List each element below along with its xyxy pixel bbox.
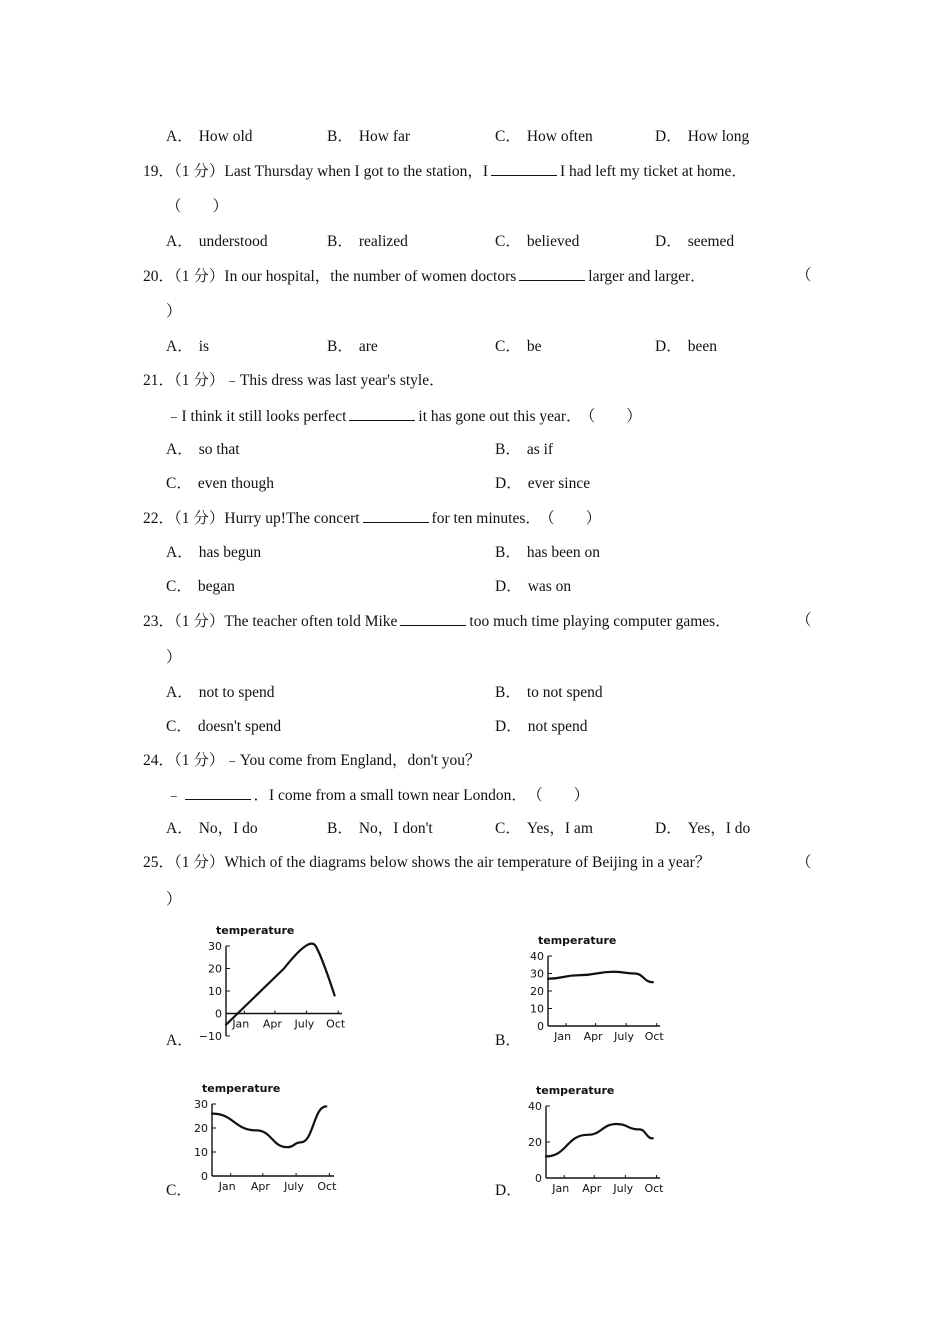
option-letter: D． bbox=[495, 718, 522, 735]
x-tick-label: Apr bbox=[582, 1182, 602, 1195]
option-letter: D． bbox=[655, 820, 682, 837]
q24-stem bbox=[143, 751, 481, 771]
option-text: ever since bbox=[527, 475, 591, 492]
answer-blank[interactable] bbox=[400, 611, 466, 626]
option-text: No，I don't bbox=[358, 820, 433, 837]
q21-option-a[interactable] bbox=[166, 440, 240, 460]
stem-text: for ten minutes． bbox=[431, 510, 541, 527]
q19-option-b[interactable] bbox=[327, 232, 408, 252]
question-number: 22． bbox=[143, 510, 175, 527]
chart-c[interactable] bbox=[192, 1076, 342, 1198]
option-text: be bbox=[526, 338, 542, 355]
y-tick-label: 40 bbox=[528, 1100, 542, 1113]
chart-title: temperature bbox=[536, 1084, 615, 1097]
q23-option-b[interactable] bbox=[495, 683, 603, 703]
option-text: has been on bbox=[526, 544, 601, 561]
x-tick-label: July bbox=[284, 1180, 304, 1193]
series-line bbox=[546, 1124, 653, 1156]
x-tick-label: Apr bbox=[262, 1017, 282, 1031]
q25-paren-open[interactable]: （ bbox=[796, 854, 812, 871]
y-tick-label: 0 bbox=[537, 1020, 544, 1033]
q23-option-a[interactable] bbox=[166, 683, 274, 703]
q19-answer-paren[interactable]: （ ） bbox=[166, 198, 229, 215]
q18-option-c[interactable] bbox=[495, 127, 593, 147]
option-letter: C． bbox=[495, 128, 521, 145]
option-text: realized bbox=[358, 233, 408, 250]
stem-text: ﹣You come from England，don't you？ bbox=[224, 752, 481, 769]
answer-blank[interactable] bbox=[491, 161, 557, 176]
q24-stem-line2 bbox=[166, 785, 589, 806]
x-tick-label: Oct bbox=[317, 1180, 337, 1193]
option-text: has begun bbox=[198, 544, 262, 561]
option-letter: D． bbox=[495, 578, 522, 595]
option-text: How long bbox=[687, 128, 750, 145]
q22-option-a[interactable] bbox=[166, 543, 261, 563]
option-letter: D． bbox=[655, 233, 682, 250]
series-line bbox=[212, 1106, 326, 1147]
q19-option-c[interactable] bbox=[495, 232, 579, 252]
stem-text: I had left my ticket at home． bbox=[560, 163, 747, 180]
option-letter: B． bbox=[495, 544, 521, 561]
q20-option-a[interactable] bbox=[166, 337, 209, 357]
question-score: （1 分） bbox=[174, 510, 225, 527]
question-number: 21． bbox=[143, 372, 175, 389]
y-tick-label: 40 bbox=[530, 950, 544, 963]
chart-b[interactable] bbox=[522, 930, 672, 1050]
chart-title: temperature bbox=[216, 924, 295, 937]
option-letter: A． bbox=[166, 820, 193, 837]
y-tick-label: 20 bbox=[194, 1122, 208, 1135]
stem-text: The teacher often told Mike bbox=[224, 613, 398, 630]
option-letter: A． bbox=[166, 233, 193, 250]
option-text: began bbox=[197, 578, 235, 595]
option-letter: D． bbox=[655, 128, 682, 145]
question-number: 25． bbox=[143, 854, 175, 871]
option-text: even though bbox=[197, 475, 275, 492]
option-text: Yes，I do bbox=[687, 820, 751, 837]
stem-text: larger and larger． bbox=[588, 268, 706, 285]
option-letter: B． bbox=[495, 441, 521, 458]
answer-blank[interactable] bbox=[349, 406, 415, 421]
stem-text: ﹣ bbox=[166, 787, 182, 804]
option-text: been bbox=[687, 338, 717, 355]
q20-stem bbox=[143, 266, 706, 287]
x-tick-label: Apr bbox=[250, 1180, 270, 1193]
x-tick-label: Apr bbox=[583, 1030, 603, 1043]
stem-text: ．I come from a small town near London． bbox=[253, 787, 527, 804]
q22-stem bbox=[143, 508, 601, 529]
q23-option-c[interactable] bbox=[166, 717, 281, 737]
question-score: （1 分） bbox=[174, 854, 225, 871]
option-text: so that bbox=[198, 441, 240, 458]
q24-option-d[interactable] bbox=[655, 819, 750, 839]
x-tick-label: Oct bbox=[644, 1182, 664, 1195]
chart-d[interactable] bbox=[522, 1078, 672, 1200]
option-letter: C． bbox=[495, 233, 521, 250]
x-tick-label: Oct bbox=[326, 1017, 346, 1031]
x-tick-label: Oct bbox=[644, 1030, 664, 1043]
question-number: 20． bbox=[143, 268, 175, 285]
option-letter: A． bbox=[166, 441, 193, 458]
q20-paren-close[interactable]: ） bbox=[166, 303, 182, 320]
q20-option-d[interactable] bbox=[655, 337, 717, 357]
q19-option-a[interactable] bbox=[166, 232, 268, 252]
option-letter: C． bbox=[166, 718, 192, 735]
q21-stem-line2 bbox=[166, 406, 642, 427]
question-score: （1 分） bbox=[174, 613, 225, 630]
q19-stem bbox=[143, 161, 747, 182]
y-tick-label: 10 bbox=[208, 985, 222, 998]
q25-option-c-label[interactable]: C． bbox=[166, 1182, 192, 1199]
y-tick-label: 10 bbox=[194, 1146, 208, 1159]
option-letter: C． bbox=[495, 338, 521, 355]
option-letter: A． bbox=[166, 128, 193, 145]
question-score: （1 分） bbox=[174, 372, 225, 389]
option-letter: B． bbox=[327, 338, 353, 355]
question-number: 19． bbox=[143, 163, 175, 180]
option-letter: B． bbox=[327, 128, 353, 145]
option-text: not spend bbox=[527, 718, 588, 735]
question-number: 24． bbox=[143, 752, 175, 769]
q18-option-b[interactable] bbox=[327, 127, 410, 147]
q23-paren-close[interactable]: ） bbox=[166, 649, 182, 666]
x-tick-label: July bbox=[294, 1017, 315, 1031]
option-text: understood bbox=[198, 233, 268, 250]
q18-option-d[interactable] bbox=[655, 127, 749, 147]
series-line bbox=[226, 944, 335, 1025]
y-tick-label: 30 bbox=[194, 1098, 208, 1111]
q21-option-c[interactable] bbox=[166, 474, 274, 494]
chart-title: temperature bbox=[202, 1082, 281, 1095]
x-tick-label: Jan bbox=[218, 1180, 236, 1193]
stem-text: Last Thursday when I got to the station，I bbox=[224, 163, 489, 180]
x-tick-label: Jan bbox=[552, 1182, 570, 1195]
option-text: How old bbox=[198, 128, 253, 145]
y-tick-label: 20 bbox=[208, 962, 222, 976]
y-tick-label: 20 bbox=[528, 1136, 542, 1149]
y-tick-label: 20 bbox=[530, 985, 544, 998]
q24-option-a[interactable] bbox=[166, 819, 258, 839]
q25-stem bbox=[143, 853, 710, 873]
stem-text: Hurry up!The concert bbox=[224, 510, 360, 527]
q25-option-d-label[interactable]: D． bbox=[495, 1182, 522, 1199]
chart-svg bbox=[192, 1076, 342, 1198]
q20-paren-open[interactable]: （ bbox=[796, 267, 812, 284]
y-tick-label: 0 bbox=[201, 1170, 208, 1183]
option-text: was on bbox=[527, 578, 572, 595]
x-tick-label: July bbox=[614, 1030, 634, 1043]
x-tick-label: Jan bbox=[232, 1017, 250, 1031]
option-letter: D． bbox=[655, 338, 682, 355]
stem-text: ﹣This dress was last year's style． bbox=[224, 372, 445, 389]
q25-option-a-label[interactable]: A． bbox=[166, 1032, 193, 1049]
series-line bbox=[548, 972, 653, 983]
stem-text: too much time playing computer games． bbox=[469, 613, 731, 630]
option-text: doesn't spend bbox=[197, 718, 282, 735]
q25-option-b-label[interactable]: B． bbox=[495, 1032, 521, 1049]
x-tick-label: Jan bbox=[554, 1030, 572, 1043]
y-tick-label: −10 bbox=[198, 1030, 222, 1043]
q18-option-a[interactable] bbox=[166, 127, 253, 147]
option-letter: C． bbox=[495, 820, 521, 837]
option-letter: A． bbox=[166, 338, 193, 355]
option-text: seemed bbox=[687, 233, 735, 250]
answer-blank[interactable] bbox=[363, 508, 429, 523]
q21-stem bbox=[143, 371, 445, 391]
stem-text: Which of the diagrams below shows the air temperature of Beijing in a year？ bbox=[224, 854, 711, 871]
option-text: not to spend bbox=[198, 684, 275, 701]
q21-option-d[interactable] bbox=[495, 474, 590, 494]
option-text: as if bbox=[526, 441, 554, 458]
option-letter: A． bbox=[166, 684, 193, 701]
question-number: 23． bbox=[143, 613, 175, 630]
option-letter: B． bbox=[327, 233, 353, 250]
option-text: How far bbox=[358, 128, 411, 145]
q23-option-d[interactable] bbox=[495, 717, 588, 737]
answer-blank[interactable] bbox=[519, 266, 585, 281]
stem-text: it has gone out this year． bbox=[418, 408, 582, 425]
option-letter: B． bbox=[327, 820, 353, 837]
q25-paren-close[interactable]: ） bbox=[166, 891, 182, 908]
chart-svg bbox=[192, 920, 362, 1050]
q20-option-b[interactable] bbox=[327, 337, 378, 357]
q19-option-d[interactable] bbox=[655, 232, 734, 252]
q22-option-c[interactable] bbox=[166, 577, 235, 597]
option-text: Yes，I am bbox=[526, 820, 593, 837]
chart-svg bbox=[522, 1078, 672, 1200]
y-tick-label: 0 bbox=[215, 1007, 222, 1021]
q23-stem bbox=[143, 611, 731, 632]
q24-option-c[interactable] bbox=[495, 819, 593, 839]
y-tick-label: 0 bbox=[535, 1172, 542, 1185]
answer-blank[interactable] bbox=[185, 785, 251, 800]
y-tick-label: 10 bbox=[530, 1002, 544, 1016]
question-score: （1 分） bbox=[174, 268, 225, 285]
q24-option-b[interactable] bbox=[327, 819, 433, 839]
option-text: No，I do bbox=[198, 820, 258, 837]
option-text: to not spend bbox=[526, 684, 603, 701]
stem-text: In our hospital，the number of women doctors bbox=[224, 268, 517, 285]
q22-option-d[interactable] bbox=[495, 577, 571, 597]
option-letter: A． bbox=[166, 544, 193, 561]
option-letter: B． bbox=[495, 684, 521, 701]
stem-text: ﹣I think it still looks perfect bbox=[166, 408, 347, 425]
answer-paren[interactable]: （ ） bbox=[546, 510, 602, 527]
option-letter: C． bbox=[166, 475, 192, 492]
question-score: （1 分） bbox=[174, 752, 225, 769]
option-text: are bbox=[358, 338, 378, 355]
chart-a[interactable] bbox=[192, 920, 362, 1050]
option-text: believed bbox=[526, 233, 580, 250]
question-score: （1 分） bbox=[174, 163, 225, 180]
y-tick-label: 30 bbox=[208, 940, 222, 953]
option-text: How often bbox=[526, 128, 593, 145]
q20-option-c[interactable] bbox=[495, 337, 541, 357]
answer-paren[interactable]: （ ） bbox=[534, 787, 590, 804]
chart-svg bbox=[522, 930, 672, 1050]
y-tick-label: 30 bbox=[530, 967, 544, 981]
chart-title: temperature bbox=[538, 934, 617, 947]
option-letter: D． bbox=[495, 475, 522, 492]
q21-option-b[interactable] bbox=[495, 440, 553, 460]
answer-paren[interactable]: （ ） bbox=[587, 408, 642, 425]
option-text: is bbox=[198, 338, 210, 355]
q22-option-b[interactable] bbox=[495, 543, 600, 563]
option-letter: C． bbox=[166, 578, 192, 595]
q23-paren-open[interactable]: （ bbox=[796, 612, 812, 629]
x-tick-label: July bbox=[613, 1182, 634, 1195]
